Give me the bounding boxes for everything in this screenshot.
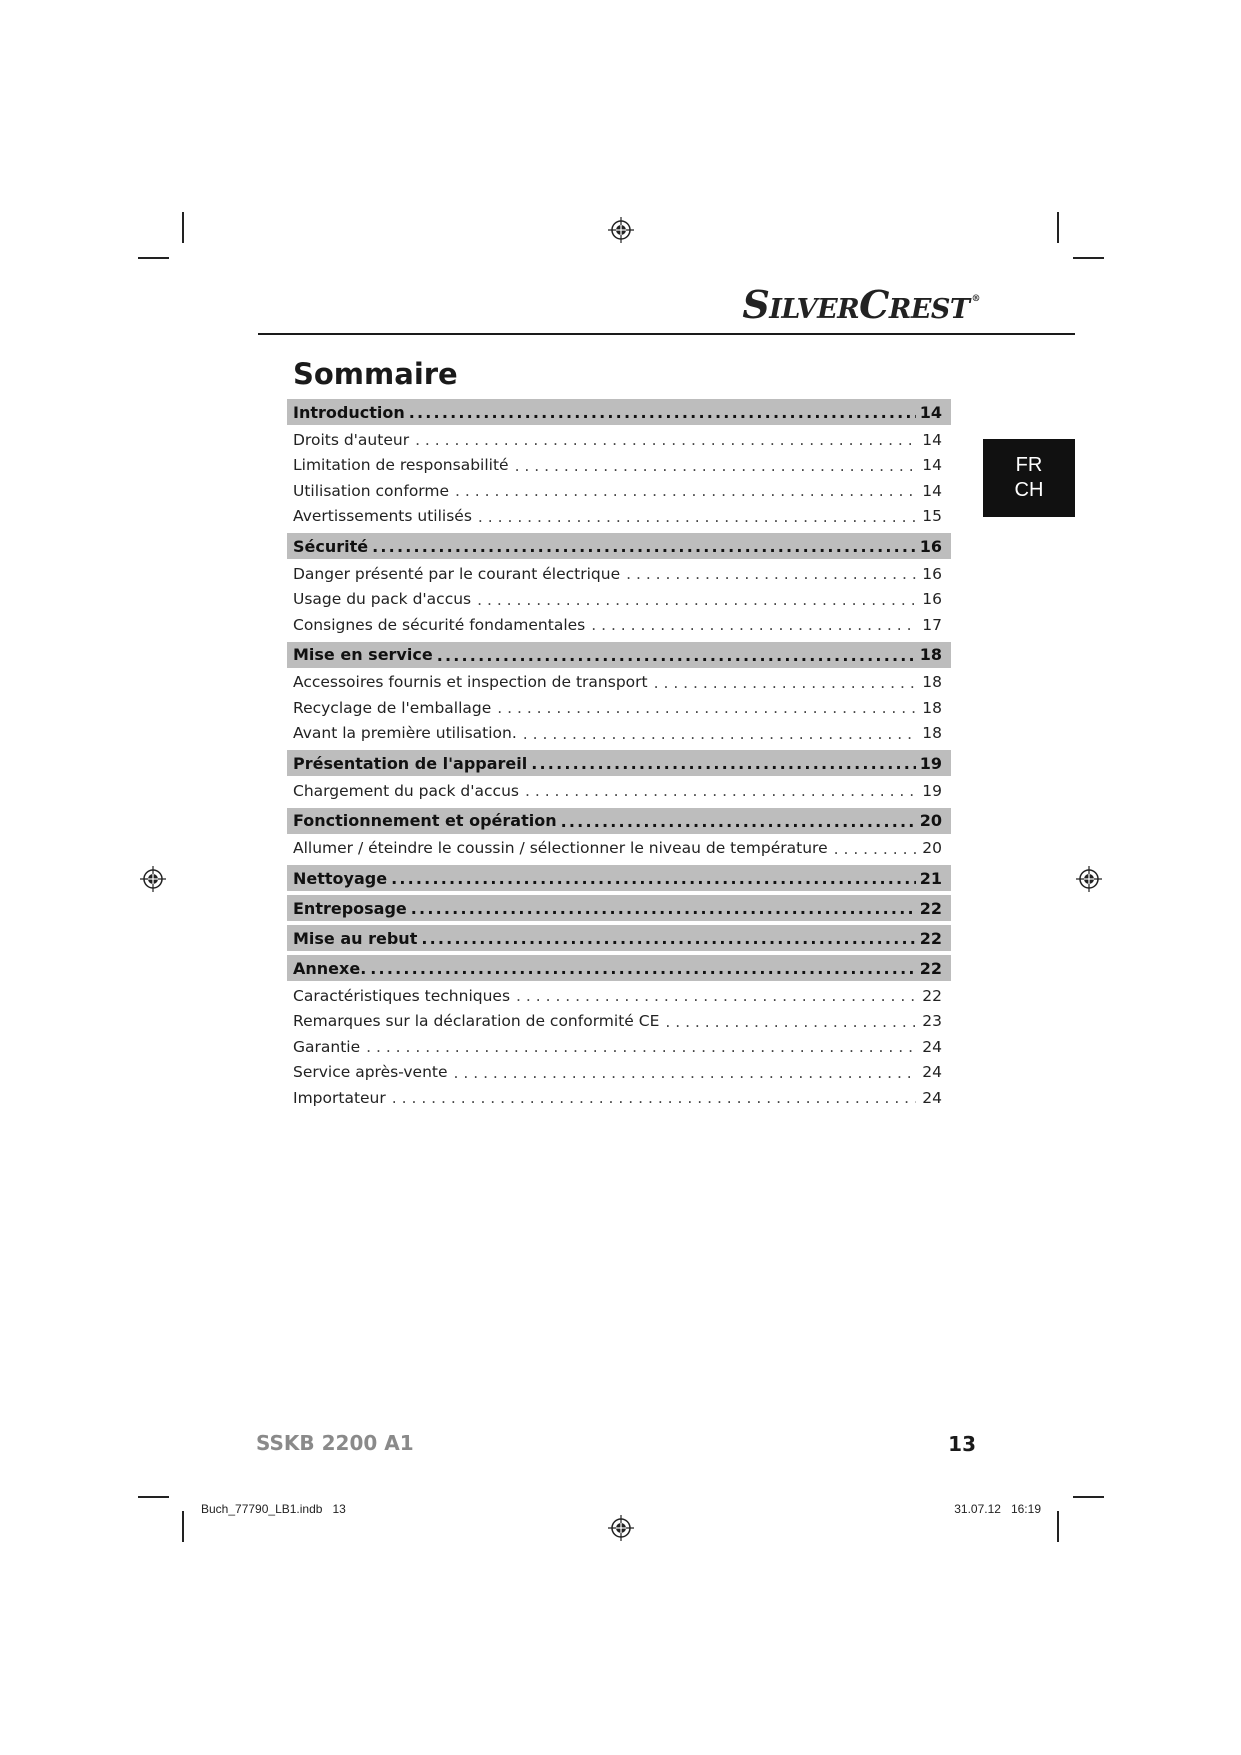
crop-mark <box>1073 1496 1104 1498</box>
print-slug-file: Buch_77790_LB1.indb 13 <box>201 1502 346 1516</box>
toc-entry-label: Limitation de responsabilité <box>293 456 509 475</box>
registration-mark-icon <box>1076 866 1102 892</box>
toc-section-page: 20 <box>919 811 942 830</box>
toc-entry-label: Avant la première utilisation. <box>293 724 517 743</box>
toc-entry-page: 19 <box>922 781 942 800</box>
toc-section-page: 22 <box>919 958 942 978</box>
toc-leader-dots <box>516 989 916 1005</box>
toc-section <box>287 750 951 804</box>
toc-leader-dots <box>372 539 916 555</box>
toc-entry-label: Utilisation conforme <box>293 481 450 500</box>
crop-mark <box>1073 257 1104 259</box>
toc-leader-dots <box>626 567 916 583</box>
toc-section-title: Présentation de l'appareil <box>293 753 528 773</box>
toc-leader-dots <box>531 756 916 772</box>
toc-leader-dots <box>366 1040 916 1056</box>
toc-leader-dots <box>515 459 916 475</box>
toc-section-title: Fonctionnement et opération <box>293 811 557 830</box>
toc-leader-dots <box>454 1066 916 1082</box>
toc-entry-page: 15 <box>922 507 942 526</box>
toc-leader-dots <box>370 961 915 977</box>
language-tab-line-1: FR <box>1015 454 1043 476</box>
toc-entry-page: 23 <box>922 1012 942 1031</box>
toc-entry-page: 16 <box>922 590 942 609</box>
toc-leader-dots <box>391 871 916 887</box>
toc-leader-dots <box>421 931 915 947</box>
toc-section <box>287 399 951 529</box>
toc-section <box>287 895 951 921</box>
footer-page-number: 13 <box>948 1432 976 1456</box>
toc-section-page: 21 <box>919 868 942 888</box>
toc-entry-page: 14 <box>922 456 942 475</box>
toc-section-title: Mise en service <box>293 645 433 664</box>
toc-entry-label: Garantie <box>293 1037 361 1056</box>
toc-section-heading[interactable] <box>287 750 951 776</box>
toc-entry[interactable] <box>287 1085 951 1111</box>
toc-leader-dots <box>478 510 916 526</box>
footer-model: SSKB 2200 A1 <box>256 1431 414 1455</box>
toc-section-heading[interactable] <box>287 865 951 891</box>
toc-leader-dots <box>455 484 916 500</box>
toc-entry-page: 20 <box>922 839 942 858</box>
toc-leader-dots <box>665 1015 916 1031</box>
toc-entry[interactable] <box>287 612 951 638</box>
toc-entry[interactable] <box>287 983 951 1009</box>
crop-mark <box>1057 1511 1059 1542</box>
toc-section-page: 18 <box>919 645 942 664</box>
toc-section <box>287 925 951 951</box>
toc-section-page: 16 <box>919 536 942 556</box>
toc-entry[interactable] <box>287 504 951 530</box>
toc-entry-page: 24 <box>922 1088 942 1107</box>
toc-entry[interactable] <box>287 1009 951 1035</box>
toc-leader-dots <box>523 727 916 743</box>
brand-logo <box>742 282 980 327</box>
toc-leader-dots <box>497 701 916 717</box>
toc-section-title: Annexe. <box>293 958 367 978</box>
toc-leader-dots <box>591 618 916 634</box>
toc-section <box>287 865 951 891</box>
toc-leader-dots <box>834 842 916 858</box>
toc-entry-page: 18 <box>922 673 942 692</box>
toc-section-title: Sécurité <box>293 536 369 556</box>
toc-leader-dots <box>415 433 916 449</box>
toc-section-title: Entreposage <box>293 898 407 918</box>
toc-entry-label: Recyclage de l'emballage <box>293 698 492 717</box>
toc-entry-label: Importateur <box>293 1088 386 1107</box>
toc-entry[interactable] <box>287 427 951 453</box>
toc-entry-label: Droits d'auteur <box>293 430 410 449</box>
toc-entry-label: Chargement du pack d'accus <box>293 781 519 800</box>
brand-logo-text: SilverCrest <box>742 282 970 327</box>
toc-entry[interactable] <box>287 670 951 696</box>
toc-leader-dots <box>437 648 916 664</box>
toc-entry-label: Caractéristiques techniques <box>293 986 511 1005</box>
toc-entry[interactable] <box>287 1034 951 1060</box>
registration-mark-icon <box>140 866 166 892</box>
toc-entry-label: Allumer / éteindre le coussin / sélectionner le niveau de température <box>293 839 828 858</box>
toc-section-page: 14 <box>919 402 942 422</box>
toc-entry-label: Service après-vente <box>293 1063 448 1082</box>
toc-entry-label: Danger présenté par le courant électrique <box>293 564 621 583</box>
toc-entry[interactable] <box>287 1060 951 1086</box>
crop-mark <box>182 1511 184 1542</box>
toc-section <box>287 808 951 862</box>
toc-entry-label: Usage du pack d'accus <box>293 590 472 609</box>
toc-section <box>287 955 951 1111</box>
language-tab-line-2: CH <box>1014 479 1044 501</box>
toc-section <box>287 533 951 638</box>
toc-entry-page: 14 <box>922 481 942 500</box>
language-tab <box>983 439 1075 517</box>
print-slug-date: 31.07.12 16:19 <box>954 1502 1041 1516</box>
toc-section-page: 22 <box>919 928 942 948</box>
toc-entry[interactable] <box>287 478 951 504</box>
toc-entry-label: Avertissements utilisés <box>293 507 472 526</box>
toc-leader-dots <box>411 901 916 917</box>
registered-mark: ® <box>971 294 980 304</box>
toc-entry[interactable] <box>287 453 951 479</box>
toc-section-heading[interactable] <box>287 895 951 921</box>
toc-entry-page: 17 <box>922 615 942 634</box>
toc-section-title: Nettoyage <box>293 868 388 888</box>
header-rule <box>258 333 1075 335</box>
toc-section-title: Introduction <box>293 402 405 422</box>
toc-leader-dots <box>654 676 916 692</box>
toc-section-heading[interactable] <box>287 808 951 834</box>
toc-entry-label: Consignes de sécurité fondamentales <box>293 615 586 634</box>
toc-section-heading[interactable] <box>287 642 951 668</box>
toc-section-title: Mise au rebut <box>293 928 418 948</box>
crop-mark <box>138 257 169 259</box>
toc-section <box>287 642 951 747</box>
toc-entry[interactable] <box>287 561 951 587</box>
toc-entry-page: 18 <box>922 724 942 743</box>
crop-mark <box>138 1496 169 1498</box>
toc-entry[interactable] <box>287 587 951 613</box>
toc-entry-page: 14 <box>922 430 942 449</box>
registration-mark-icon <box>608 1515 634 1541</box>
toc-entry-page: 24 <box>922 1037 942 1056</box>
toc-entry-page: 24 <box>922 1063 942 1082</box>
toc-entry[interactable] <box>287 778 951 804</box>
toc-section-page: 19 <box>919 753 942 773</box>
toc-section-page: 22 <box>919 898 942 918</box>
toc-leader-dots <box>561 814 916 830</box>
toc-section-heading[interactable] <box>287 955 951 981</box>
toc-entry[interactable] <box>287 836 951 862</box>
toc-section-heading[interactable] <box>287 533 951 559</box>
table-of-contents <box>287 399 951 1115</box>
toc-entry-page: 16 <box>922 564 942 583</box>
toc-entry[interactable] <box>287 695 951 721</box>
toc-leader-dots <box>525 784 916 800</box>
toc-leader-dots <box>409 405 916 421</box>
registration-mark-icon <box>608 217 634 243</box>
toc-entry[interactable] <box>287 721 951 747</box>
toc-section-heading[interactable] <box>287 925 951 951</box>
toc-entry-page: 18 <box>922 698 942 717</box>
crop-mark <box>182 212 184 243</box>
crop-mark <box>1057 212 1059 243</box>
toc-section-heading[interactable] <box>287 399 951 425</box>
page-title: Sommaire <box>293 357 458 391</box>
toc-entry-page: 22 <box>922 986 942 1005</box>
toc-leader-dots <box>477 593 916 609</box>
toc-entry-label: Accessoires fournis et inspection de transport <box>293 673 648 692</box>
toc-entry-label: Remarques sur la déclaration de conformité CE <box>293 1012 660 1031</box>
toc-leader-dots <box>392 1091 916 1107</box>
